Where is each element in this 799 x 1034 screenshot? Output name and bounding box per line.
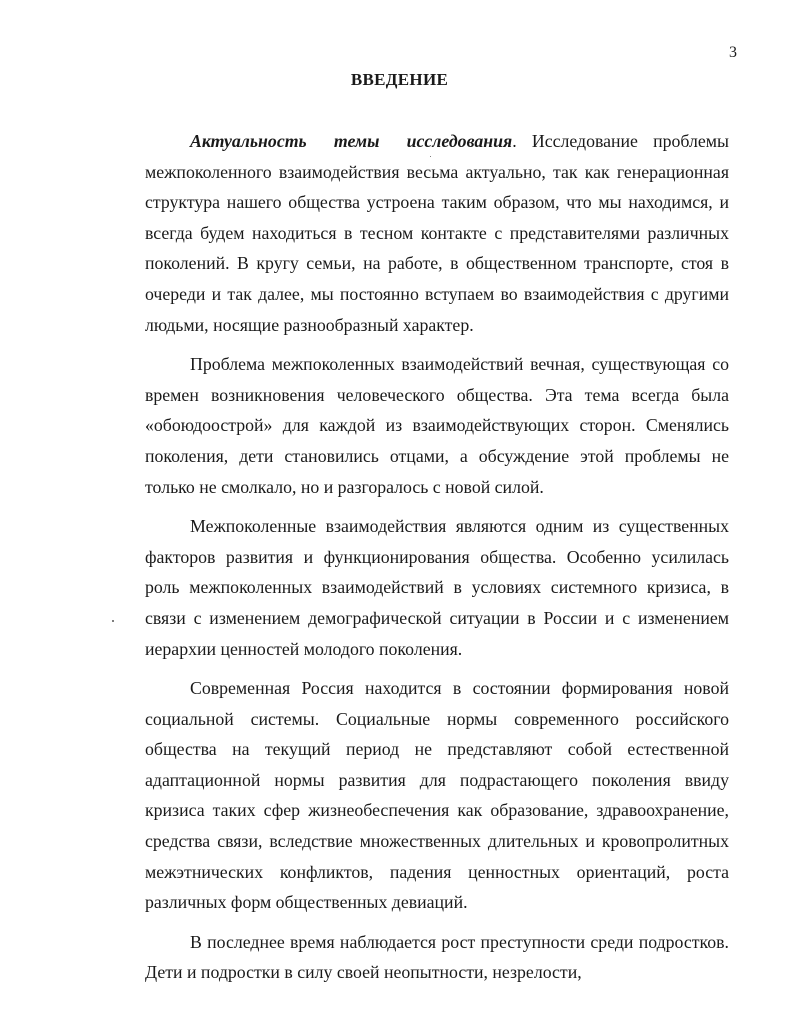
paragraph-text: Проблема межпоколенных взаимодействий вечная, существующая со времен возникновения человеческого общества. Эта тема всегда была «обоюдоострой» для каждой из взаимодействующих сторон. Сменялись поколения, дети становились отцами, а обсуждение этой проблемы не только не смолкало, но и разгоралось с новой силой.: [145, 354, 729, 497]
paragraph-relevance: [145, 126, 729, 340]
page-heading: ВВЕДЕНИЕ: [350, 70, 449, 89]
paragraph-lead-term: Актуальность темы исследования: [190, 131, 513, 151]
paragraph-lead-punct: .: [512, 131, 517, 151]
scan-speck: [112, 620, 114, 622]
body-text: [145, 126, 729, 997]
paragraph-text: Межпоколенные взаимодействия являются одним из существенных факторов развития и функционирования общества. Особенно усилилась роль межпоколенных взаимодействий в условиях системного кризиса, в связи с изменением демографической ситуации в России и с изменением иерархии ценностей молодого поколения.: [145, 516, 729, 659]
page-number: 3: [729, 44, 737, 61]
paragraph: [145, 511, 729, 664]
paragraph: [145, 673, 729, 918]
paragraph: [145, 349, 729, 502]
paragraph-text: Современная Россия находится в состоянии формирования новой социальной системы. Социальные нормы современного российского общества на текущий период не представляют собой естественной адаптационной нормы развития для подрастающего поколения ввиду кризиса таких сфер жизнеобеспечения как образование, здравоохранение, средства связи, вследствие множественных длительных и кровопролитных межэтнических конфликтов, падения ценностных ориентаций, роста различных форм общественных девиаций.: [145, 678, 729, 913]
paragraph: [145, 927, 729, 988]
paragraph-text: В последнее время наблюдается рост преступности среди подростков. Дети и подростки в силу своей неопытности, незрелости,: [145, 931, 729, 983]
scan-speck: [430, 156, 431, 157]
paragraph-text: Исследование проблемы межпоколенного взаимодействия весьма актуально, так как генерационная структура нашего общества устроена таким образом, что мы находимся, и всегда будем находиться в тесном контакте с представителями различных поколений. В кругу семьи, на работе, в общественном транспорте, стоя в очереди и так далее, мы постоянно вступаем во взаимодействия с другими людьми, носящие разнообразный характер.: [145, 131, 729, 335]
